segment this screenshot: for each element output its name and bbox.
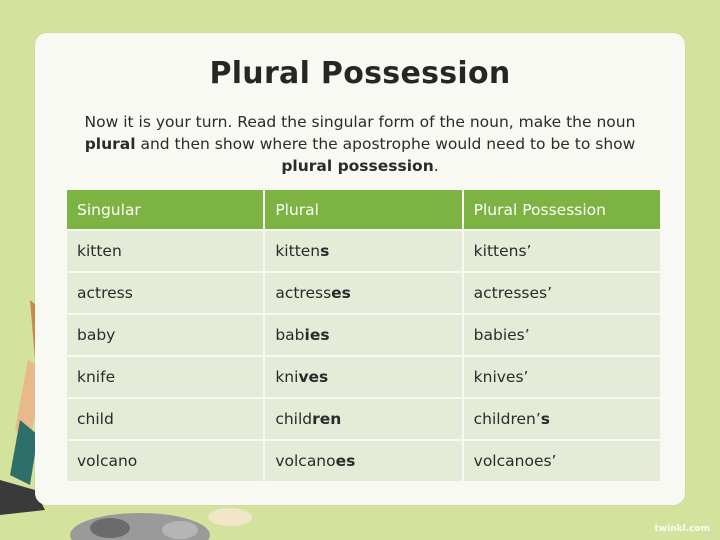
plural-stem: actress	[275, 284, 332, 302]
plural-possession-table	[65, 188, 662, 483]
singular-cell: knife	[67, 357, 263, 397]
plural-ending: es	[331, 284, 351, 302]
decorative-dog-illustration	[50, 490, 230, 540]
table-row	[67, 399, 660, 439]
plural-cell	[265, 399, 461, 439]
possession-cell	[464, 441, 660, 481]
possession-stem: children’	[473, 410, 541, 428]
possession-stem: actresses’	[473, 284, 553, 302]
plural-ending: ren	[312, 410, 342, 428]
plural-stem: volcano	[275, 452, 336, 470]
possession-ending: s	[540, 410, 551, 428]
plural-stem: kni	[275, 368, 299, 386]
slide-card	[35, 33, 685, 505]
singular-cell: kitten	[67, 231, 263, 271]
instructions-text	[70, 111, 650, 177]
possession-cell	[464, 315, 660, 355]
table-row	[67, 315, 660, 355]
instructions-line-2: and then show where the apostrophe would need to be to show	[135, 135, 636, 153]
table-row	[67, 273, 660, 313]
possession-cell	[464, 273, 660, 313]
plural-cell	[265, 315, 461, 355]
plural-stem: child	[275, 410, 313, 428]
instructions-bold-plural-possession: plural possession	[281, 157, 434, 175]
possession-stem: kittens’	[473, 242, 532, 260]
table-row	[67, 357, 660, 397]
table-header-row	[67, 190, 660, 229]
header-singular: Singular	[67, 190, 263, 229]
plural-cell	[265, 357, 461, 397]
table-row	[67, 231, 660, 271]
singular-cell: volcano	[67, 441, 263, 481]
possession-stem: babies’	[473, 326, 530, 344]
plural-cell	[265, 231, 461, 271]
plural-ending: ves	[298, 368, 329, 386]
plural-ending: es	[335, 452, 356, 470]
plural-ending: s	[320, 242, 330, 260]
brand-watermark: twinkl.com	[654, 524, 710, 534]
plural-stem: kitten	[275, 242, 321, 260]
table-row	[67, 441, 660, 481]
plural-stem: bab	[275, 326, 305, 344]
possession-cell	[464, 231, 660, 271]
instructions-line-1: Now it is your turn. Read the singular form of the noun, make the noun	[84, 113, 636, 131]
decorative-paw-illustration	[205, 503, 255, 527]
plural-ending: ies	[304, 326, 330, 344]
singular-cell: actress	[67, 273, 263, 313]
instructions-bold-plural: plural	[84, 135, 136, 153]
header-plural: Plural	[265, 190, 461, 229]
singular-cell: baby	[67, 315, 263, 355]
possession-stem: knives’	[473, 368, 529, 386]
possession-stem: volcanoes’	[473, 452, 557, 470]
singular-cell: child	[67, 399, 263, 439]
page-title: Plural Possession	[209, 56, 511, 91]
plural-cell	[265, 273, 461, 313]
header-plural-possession: Plural Possession	[464, 190, 660, 229]
possession-cell	[464, 399, 660, 439]
instructions-line-3: .	[433, 157, 439, 175]
plural-cell	[265, 441, 461, 481]
possession-cell	[464, 357, 660, 397]
